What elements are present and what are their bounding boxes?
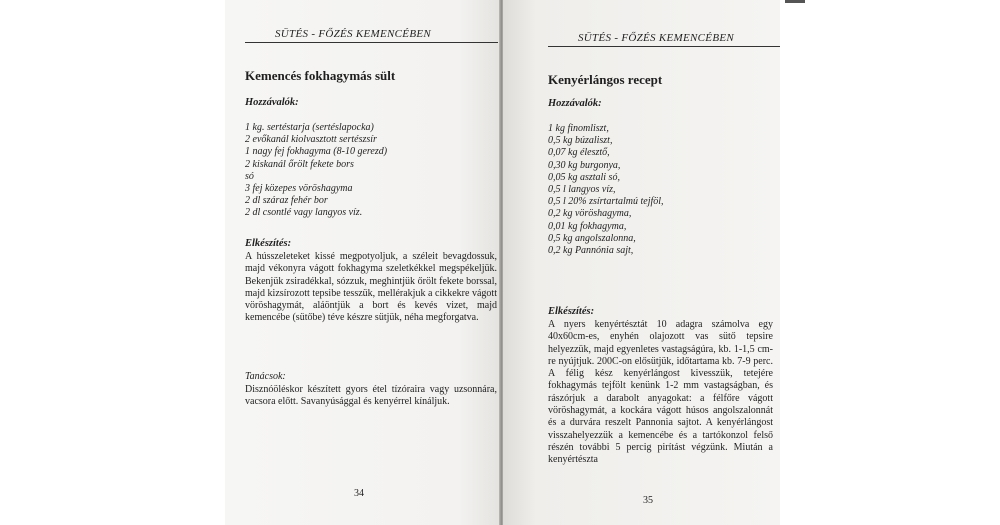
ingredient-item: 0,2 kg Pannónia sajt, [548, 245, 634, 257]
recipe-title: Kemencés fokhagymás sült [245, 68, 396, 83]
method-heading: Elkészítés: [245, 238, 292, 249]
page-number: 34 [354, 488, 364, 499]
page-number: 35 [643, 495, 653, 506]
header-rule [245, 42, 498, 43]
ingredient-item: 2 dl csontlé vagy langyos víz. [245, 207, 363, 219]
method-heading: Elkészítés: [548, 306, 595, 317]
running-head: SÜTÉS - FŐZÉS KEMENCÉBEN [275, 28, 432, 40]
ingredient-item: 0,07 kg élesztő, [548, 147, 610, 159]
ingredient-item: 0,05 kg asztali só, [548, 171, 620, 183]
ingredient-item: 0,30 kg burgonya, [548, 159, 621, 171]
ingredient-item: 0,01 kg fokhagyma, [548, 220, 627, 232]
ingredient-item: 1 kg. sertéstarja (sertéslapocka) [245, 122, 374, 133]
ingredient-item: 1 kg finomliszt, [548, 123, 609, 134]
ingredient-item: 2 dl száraz fehér bor [245, 195, 328, 207]
recipe-title: Kenyérlángos recept [548, 72, 663, 87]
ingredient-item: 0,5 l 20% zsírtartalmú tejföl, [548, 196, 664, 208]
ingredients-list [548, 123, 664, 257]
method-text: A nyers kenyértésztát 10 adagra számolva egy 40x60cm-es, enyhén olajozott vas sütő tepsire helyezzük, majd egyenletes vastagságúra, kb. 1-1,5 cm-re nyújtjuk. 200C-on elősütjük, időtartama kb. 7-9 perc. A félig kész kenyérlángost kivesszük, tetejére fokhagymás tejfölt kenünk 1-2 mm vastagságban, és rászórjuk a darabolt anyagokat: a félfőre vágott vöröshagymát, a kockára vágott húsos angolszalonnát és a durvára reszelt Pannonia sajtot. A kenyérlángost visszahelyezzük a kemencébe és a tartókonzol felső részén további 5 percig pirítást végzünk. Miután a kenyértészta [548, 319, 773, 466]
ingredients-heading: Hozzávalók: [548, 98, 602, 109]
ingredient-item: 0,2 kg vöröshagyma, [548, 208, 632, 220]
header-rule [548, 46, 780, 47]
ingredient-item: 3 fej közepes vöröshagyma [245, 183, 353, 195]
tips-heading: Tanácsok: [245, 371, 286, 382]
method-text: A hússzeleteket kissé megpotyoljuk, a széleit bevagdossuk, majd vékonyra vágott fokhagyma szeletkékkel megspékeljük. Bekenjük zsiradékkal, sózzuk, meghintjük őrölt fekete borssal, majd kizsírozott tepsibe tesszük, mellérakjuk a cikkekre vágott vöröshagymát, aláöntjük a bort és kevés vizet, majd kemencébe (sütőbe) téve készre sütjük, néha megforgatva. [245, 251, 497, 324]
left-page [225, 0, 500, 525]
ingredient-item: 1 nagy fej fokhagyma (8-10 gerezd) [245, 146, 388, 158]
tips-text: Disznóöléskor készített gyors étel tízóraira vagy uzsonnára, vacsora előtt. Savanyúsággal és kenyérrel kínáljuk. [245, 384, 497, 408]
right-page [503, 0, 780, 525]
ingredient-item: 0,5 kg angolszalonna, [548, 232, 636, 244]
ingredients-heading: Hozzávalók: [245, 97, 299, 108]
ingredients-list [245, 122, 387, 220]
ingredient-item: 2 kiskanál őrölt fekete bors [245, 158, 354, 170]
running-head: SÜTÉS - FŐZÉS KEMENCÉBEN [578, 32, 735, 44]
ingredient-item: 0,5 l langyos víz, [548, 184, 616, 196]
ingredient-item: só [245, 170, 254, 182]
ingredient-item: 2 evőkanál kiolvasztott sertészsír [245, 134, 377, 146]
ingredient-item: 0,5 kg búzaliszt, [548, 135, 613, 147]
edge-mark [785, 0, 805, 3]
